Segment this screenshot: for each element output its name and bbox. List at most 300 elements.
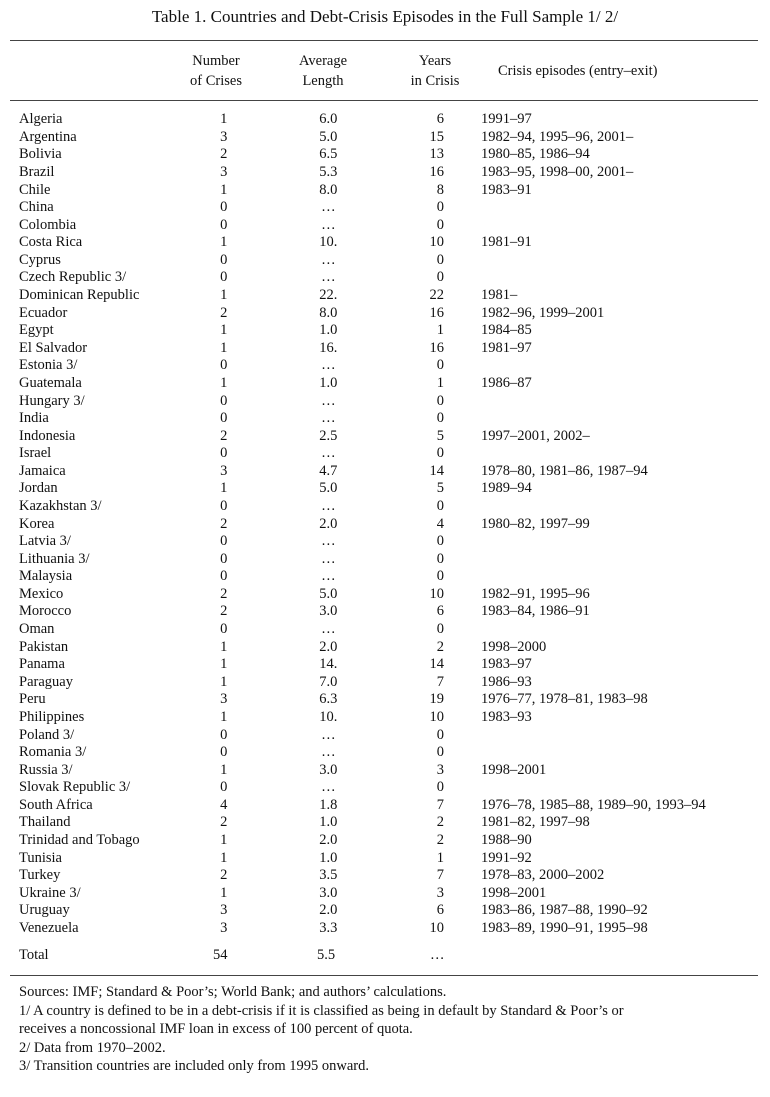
- table-cell-crises: 0: [220, 269, 228, 286]
- table-row: [19, 234, 770, 252]
- table-cell-crises: 0: [220, 779, 228, 796]
- table-cell-average-length: …: [321, 744, 336, 761]
- table-cell-crises: 0: [220, 568, 228, 585]
- table-cell-years: 6: [436, 603, 444, 620]
- table-row: [19, 515, 770, 533]
- table-cell-years: 10: [429, 234, 444, 251]
- table-cell-average-length: …: [321, 550, 336, 567]
- table-row: [19, 603, 770, 621]
- header-average-length: [283, 51, 363, 91]
- table-cell-average-length: 6.0: [319, 111, 338, 128]
- table-cell-country: Tunisia: [19, 849, 62, 866]
- table-cell-country: Jordan: [19, 480, 58, 497]
- table-cell-crises: 4: [220, 796, 228, 813]
- table-cell-years: 7: [436, 673, 444, 690]
- table-row: [19, 709, 770, 727]
- table-cell-episodes: [444, 252, 770, 270]
- table-cell-episodes: 1991–92: [480, 849, 532, 866]
- table-cell-episodes: 1981–97: [480, 339, 532, 356]
- table-cell-country: Turkey: [19, 867, 61, 884]
- table-cell-crises: 1: [220, 480, 228, 497]
- table-cell-episodes: [444, 357, 770, 375]
- table-cell-country: Argentina: [19, 128, 77, 145]
- table-cell-country: Jamaica: [19, 462, 66, 479]
- table-cell-average-length: …: [321, 216, 336, 233]
- table-cell-years: 0: [436, 621, 444, 638]
- table-cell-years: 22: [429, 287, 444, 304]
- table-cell-country: Costa Rica: [19, 234, 83, 251]
- table-row: [19, 375, 770, 393]
- table-cell-crises: 1: [220, 831, 228, 848]
- table-cell-years: 5: [436, 480, 444, 497]
- table-cell-country: Hungary 3/: [19, 392, 85, 409]
- table-cell-country: Uruguay: [19, 902, 70, 919]
- table-cell-crises: 0: [220, 498, 228, 514]
- table-cell-country: Pakistan: [19, 638, 69, 655]
- total-label: Total: [19, 947, 49, 963]
- table-cell-episodes: 1978–80, 1981–86, 1987–94: [480, 462, 648, 479]
- table-cell-crises: 2: [220, 585, 228, 602]
- header-crisis-episodes: Crisis episodes (entry–exit): [498, 63, 658, 79]
- table-row: [19, 920, 770, 938]
- table-cell-years: 3: [436, 761, 444, 778]
- table-cell-episodes: 1991–97: [480, 111, 532, 128]
- table-cell-years: 7: [436, 867, 444, 884]
- table-cell-crises: 0: [220, 251, 228, 268]
- table-cell-average-length: 7.0: [319, 673, 338, 690]
- table-cell-episodes: 1982–94, 1995–96, 2001–: [480, 128, 634, 145]
- table-cell-crises: 1: [220, 339, 228, 356]
- table-title: Table 1. Countries and Debt-Crisis Episodes in the Full Sample 1/ 2/: [151, 7, 619, 26]
- bottom-rule: [10, 975, 758, 976]
- table-cell-country: Kazakhstan 3/: [19, 498, 102, 514]
- table-cell-country: Colombia: [19, 216, 77, 233]
- table-row: [19, 726, 770, 744]
- crisis-table-body: [19, 111, 770, 937]
- table-cell-years: 0: [436, 445, 444, 462]
- table-cell-average-length: …: [321, 533, 336, 550]
- table-cell-episodes: 1980–85, 1986–94: [480, 146, 590, 163]
- table-row: [19, 181, 770, 199]
- table-row: [19, 252, 770, 270]
- table-cell-country: Russia 3/: [19, 761, 73, 778]
- table-cell-years: 0: [436, 533, 444, 550]
- table-cell-episodes: 1986–87: [480, 374, 532, 391]
- table-cell-crises: 1: [220, 638, 228, 655]
- table-cell-years: 2: [436, 638, 444, 655]
- table-cell-years: 0: [436, 199, 444, 216]
- table-cell-country: Ecuador: [19, 304, 68, 321]
- table-cell-episodes: 1983–89, 1990–91, 1995–98: [480, 919, 648, 936]
- table-cell-episodes: 1997–2001, 2002–: [480, 427, 590, 444]
- table-cell-years: 0: [436, 216, 444, 233]
- table-cell-average-length: 2.0: [319, 902, 338, 919]
- table-cell-country: Oman: [19, 621, 55, 638]
- table-cell-years: 0: [436, 269, 444, 286]
- table-cell-years: 5: [436, 427, 444, 444]
- table-cell-episodes: [444, 533, 770, 551]
- table-cell-years: 0: [436, 251, 444, 268]
- table-cell-average-length: 5.0: [319, 585, 338, 602]
- table-cell-crises: 1: [220, 374, 228, 391]
- table-cell-average-length: 16.: [319, 339, 338, 356]
- table-cell-average-length: 1.8: [319, 796, 338, 813]
- table-cell-crises: 3: [220, 902, 228, 919]
- table-cell-episodes: [444, 779, 770, 797]
- table-cell-country: India: [19, 410, 49, 427]
- table-row: [19, 357, 770, 375]
- table-row: [19, 111, 770, 129]
- table-cell-crises: 2: [220, 146, 228, 163]
- table-cell-average-length: 3.0: [319, 761, 338, 778]
- table-cell-country: Israel: [19, 445, 52, 462]
- table-cell-country: El Salvador: [19, 339, 88, 356]
- table-row: [19, 691, 770, 709]
- table-cell-episodes: [444, 445, 770, 463]
- header-years-in-crisis: [395, 51, 475, 91]
- table-cell-episodes: [444, 550, 770, 568]
- table-cell-years: 0: [436, 550, 444, 567]
- table-cell-average-length: 5.3: [319, 164, 338, 181]
- table-cell-country: Indonesia: [19, 427, 76, 444]
- table-cell-average-length: 2.0: [319, 515, 338, 532]
- header-number-line2: of Crises: [190, 73, 242, 89]
- table-cell-country: Korea: [19, 515, 55, 532]
- table-cell-years: 0: [436, 410, 444, 427]
- table-cell-crises: 1: [220, 708, 228, 725]
- note-1: 1/ A country is defined to be in a debt-crisis if it is classified as being in default by Standard & Poor’s or: [19, 1002, 624, 1019]
- table-cell-years: 1: [436, 322, 444, 339]
- table-cell-episodes: 1983–86, 1987–88, 1990–92: [480, 902, 648, 919]
- table-cell-years: 1: [436, 374, 444, 391]
- table-cell-average-length: 2.5: [319, 427, 338, 444]
- table-cell-average-length: 3.3: [319, 919, 338, 936]
- table-cell-average-length: 1.0: [319, 814, 338, 831]
- table-cell-crises: 0: [220, 533, 228, 550]
- table-cell-average-length: …: [321, 392, 336, 409]
- table-cell-crises: 1: [220, 849, 228, 866]
- table-cell-crises: 0: [220, 216, 228, 233]
- table-cell-crises: 1: [220, 322, 228, 339]
- table-cell-average-length: …: [321, 621, 336, 638]
- table-cell-crises: 0: [220, 199, 228, 216]
- table-cell-country: Romania 3/: [19, 744, 87, 761]
- table-cell-episodes: 1980–82, 1997–99: [480, 515, 590, 532]
- table-cell-years: 13: [429, 146, 444, 163]
- table-row: [19, 199, 770, 217]
- table-cell-crises: 0: [220, 392, 228, 409]
- table-cell-average-length: …: [321, 726, 336, 743]
- note-sources: Sources: IMF; Standard & Poor’s; World Bank; and authors’ calculations.: [19, 984, 447, 1000]
- table-cell-country: Chile: [19, 181, 51, 198]
- table-cell-crises: 3: [220, 462, 228, 479]
- table-cell-crises: 0: [220, 621, 228, 638]
- table-row: [19, 586, 770, 604]
- table-cell-episodes: 1984–85: [480, 322, 532, 339]
- table-cell-episodes: 1978–83, 2000–2002: [480, 867, 605, 884]
- table-cell-years: 7: [436, 796, 444, 813]
- table-cell-episodes: 1983–95, 1998–00, 2001–: [480, 164, 634, 181]
- table-cell-episodes: 1982–91, 1995–96: [480, 585, 590, 602]
- table-cell-country: Estonia 3/: [19, 357, 78, 374]
- table-cell-average-length: 1.0: [319, 374, 338, 391]
- top-rule: [10, 40, 758, 41]
- table-cell-average-length: 5.0: [319, 480, 338, 497]
- table-cell-average-length: 8.0: [319, 304, 338, 321]
- table-row: [19, 146, 770, 164]
- table-row: [19, 129, 770, 147]
- table-row: [19, 498, 770, 516]
- table-cell-average-length: 1.0: [319, 849, 338, 866]
- table-row: [19, 427, 770, 445]
- table-cell-episodes: [444, 621, 770, 639]
- total-crises: 54: [213, 947, 228, 963]
- note-1-continued: receives a noncossional IMF loan in excess of 100 percent of quota.: [19, 1021, 413, 1037]
- table-cell-episodes: 1998–2001: [480, 761, 547, 778]
- table-cell-country: Latvia 3/: [19, 533, 71, 550]
- table-cell-crises: 0: [220, 410, 228, 427]
- header-years-line2: in Crisis: [410, 73, 460, 89]
- table-row: [19, 814, 770, 832]
- table-row: [19, 744, 770, 762]
- table-row: [19, 392, 770, 410]
- table-row: [19, 480, 770, 498]
- table-row: [19, 322, 770, 340]
- table-cell-episodes: 1983–93: [480, 708, 532, 725]
- table-cell-crises: 3: [220, 691, 228, 708]
- table-cell-country: Slovak Republic 3/: [19, 779, 131, 796]
- table-cell-crises: 2: [220, 814, 228, 831]
- table-cell-crises: 0: [220, 726, 228, 743]
- table-cell-crises: 1: [220, 761, 228, 778]
- table-cell-country: Venezuela: [19, 919, 79, 936]
- table-row: [19, 867, 770, 885]
- table-row: [19, 656, 770, 674]
- table-cell-country: Czech Republic 3/: [19, 269, 127, 286]
- table-cell-average-length: 6.3: [319, 691, 338, 708]
- table-cell-episodes: 1983–97: [480, 656, 532, 673]
- table-row: [19, 269, 770, 287]
- table-cell-country: Mexico: [19, 585, 64, 602]
- table-row: [19, 638, 770, 656]
- table-row: [19, 779, 770, 797]
- table-cell-crises: 0: [220, 550, 228, 567]
- table-cell-crises: 0: [220, 744, 228, 761]
- table-cell-country: Trinidad and Tobago: [19, 831, 140, 848]
- table-row: [19, 445, 770, 463]
- note-2: 2/ Data from 1970–2002.: [19, 1039, 166, 1056]
- table-cell-country: Brazil: [19, 164, 55, 181]
- table-cell-average-length: …: [321, 779, 336, 796]
- table-cell-episodes: 1998–2000: [480, 638, 547, 655]
- table-row: [19, 550, 770, 568]
- table-cell-years: 0: [436, 498, 444, 514]
- table-cell-crises: 2: [220, 867, 228, 884]
- table-cell-crises: 1: [220, 234, 228, 251]
- table-cell-country: Bolivia: [19, 146, 62, 163]
- table-cell-country: Malaysia: [19, 568, 73, 585]
- table-cell-episodes: [444, 216, 770, 234]
- table-cell-crises: 1: [220, 111, 228, 128]
- table-row: [19, 761, 770, 779]
- table-cell-years: 16: [429, 339, 444, 356]
- table-cell-average-length: …: [321, 357, 336, 374]
- header-years-line1: Years: [418, 53, 452, 69]
- table-cell-episodes: 1983–91: [480, 181, 532, 198]
- table-cell-average-length: …: [321, 410, 336, 427]
- table-cell-country: Guatemala: [19, 374, 82, 391]
- table-cell-years: 3: [436, 884, 444, 901]
- table-cell-years: 19: [429, 691, 444, 708]
- table-row: [19, 216, 770, 234]
- table-cell-crises: 3: [220, 128, 228, 145]
- table-row: [19, 304, 770, 322]
- table-cell-country: China: [19, 199, 54, 216]
- table-cell-crises: 3: [220, 164, 228, 181]
- table-cell-country: Cyprus: [19, 251, 61, 268]
- note-3: 3/ Transition countries are included only from 1995 onward.: [19, 1058, 369, 1074]
- table-cell-episodes: 1982–96, 1999–2001: [480, 304, 605, 321]
- table-cell-episodes: 1981–: [480, 287, 518, 304]
- table-cell-country: Paraguay: [19, 673, 73, 690]
- table-cell-crises: 1: [220, 287, 228, 304]
- table-cell-country: Peru: [19, 691, 46, 708]
- table-cell-average-length: …: [321, 269, 336, 286]
- table-cell-average-length: …: [321, 568, 336, 585]
- table-cell-years: 0: [436, 779, 444, 796]
- table-cell-country: Philippines: [19, 708, 85, 725]
- table-cell-average-length: …: [321, 445, 336, 462]
- table-row: [19, 797, 770, 815]
- table-cell-average-length: 4.7: [319, 462, 338, 479]
- table-cell-years: 16: [429, 304, 444, 321]
- table-row: [19, 849, 770, 867]
- table-cell-episodes: 1989–94: [480, 480, 532, 497]
- table-cell-average-length: 1.0: [319, 322, 338, 339]
- table-cell-episodes: 1983–84, 1986–91: [480, 603, 590, 620]
- table-row: [19, 533, 770, 551]
- table-cell-episodes: [444, 199, 770, 217]
- table-cell-years: 10: [429, 919, 444, 936]
- table-cell-years: 0: [436, 744, 444, 761]
- table-cell-country: Poland 3/: [19, 726, 75, 743]
- total-average-length: 5.5: [317, 947, 336, 963]
- table-row: [19, 340, 770, 358]
- table-cell-years: 0: [436, 392, 444, 409]
- table-cell-country: Lithuania 3/: [19, 550, 90, 567]
- table-row: [19, 674, 770, 692]
- table-cell-average-length: 3.5: [319, 867, 338, 884]
- table-cell-years: 4: [436, 515, 444, 532]
- table-cell-crises: 1: [220, 181, 228, 198]
- table-cell-episodes: [444, 498, 770, 516]
- crisis-table: [19, 111, 770, 937]
- table-row: [19, 164, 770, 182]
- table-cell-average-length: …: [321, 251, 336, 268]
- table-cell-years: 8: [436, 181, 444, 198]
- table-cell-years: 14: [429, 656, 444, 673]
- header-avg-line2: Length: [302, 73, 344, 89]
- header-avg-line1: Average: [298, 53, 348, 69]
- table-cell-average-length: 8.0: [319, 181, 338, 198]
- table-cell-country: Panama: [19, 656, 65, 673]
- table-notes: [19, 983, 759, 1076]
- table-cell-average-length: 6.5: [319, 146, 338, 163]
- table-cell-years: 6: [436, 111, 444, 128]
- table-cell-years: 15: [429, 128, 444, 145]
- table-cell-average-length: 2.0: [319, 638, 338, 655]
- table-cell-country: Morocco: [19, 603, 72, 620]
- table-cell-crises: 2: [220, 603, 228, 620]
- header-number-of-crises: [176, 51, 256, 91]
- table-row: [19, 287, 770, 305]
- table-cell-crises: 0: [220, 445, 228, 462]
- table-cell-average-length: 22.: [319, 287, 338, 304]
- table-cell-years: 2: [436, 814, 444, 831]
- table-cell-episodes: 1988–90: [480, 831, 532, 848]
- table-cell-average-length: 3.0: [319, 884, 338, 901]
- table-row: [19, 884, 770, 902]
- table-cell-episodes: [444, 269, 770, 287]
- table-cell-country: Algeria: [19, 111, 63, 128]
- table-cell-average-length: 10.: [319, 234, 338, 251]
- table-cell-average-length: …: [321, 199, 336, 216]
- table-cell-years: 1: [436, 849, 444, 866]
- table-cell-crises: 1: [220, 673, 228, 690]
- total-years: …: [430, 947, 445, 963]
- table-row: [19, 568, 770, 586]
- table-cell-episodes: [444, 726, 770, 744]
- table-cell-years: 10: [429, 585, 444, 602]
- table-cell-episodes: 1976–78, 1985–88, 1989–90, 1993–94: [480, 796, 706, 813]
- table-cell-episodes: 1976–77, 1978–81, 1983–98: [480, 691, 648, 708]
- table-cell-average-length: 3.0: [319, 603, 338, 620]
- table-cell-episodes: 1981–91: [480, 234, 532, 251]
- table-cell-average-length: 10.: [319, 708, 338, 725]
- table-cell-episodes: 1998–2001: [480, 884, 547, 901]
- table-cell-country: Thailand: [19, 814, 71, 831]
- table-cell-episodes: [444, 392, 770, 410]
- table-cell-country: Dominican Republic: [19, 287, 140, 304]
- table-cell-country: Ukraine 3/: [19, 884, 81, 901]
- table-cell-crises: 1: [220, 884, 228, 901]
- table-cell-average-length: 14.: [319, 656, 338, 673]
- table-cell-years: 0: [436, 357, 444, 374]
- table-cell-average-length: …: [321, 498, 336, 514]
- table-cell-years: 6: [436, 902, 444, 919]
- table-cell-episodes: [444, 568, 770, 586]
- table-cell-country: South Africa: [19, 796, 93, 813]
- table-cell-years: 10: [429, 708, 444, 725]
- table-row: [19, 410, 770, 428]
- header-number-line1: Number: [192, 53, 240, 69]
- table-cell-crises: 0: [220, 357, 228, 374]
- table-row: [19, 621, 770, 639]
- table-cell-episodes: [444, 744, 770, 762]
- table-row: [19, 832, 770, 850]
- table-cell-episodes: [444, 410, 770, 428]
- table-cell-average-length: 5.0: [319, 128, 338, 145]
- table-cell-country: Egypt: [19, 322, 54, 339]
- table-cell-years: 14: [429, 462, 444, 479]
- table-cell-crises: 2: [220, 515, 228, 532]
- table-cell-years: 2: [436, 831, 444, 848]
- table-row: [19, 463, 770, 481]
- table-cell-episodes: 1986–93: [480, 673, 532, 690]
- table-cell-years: 0: [436, 726, 444, 743]
- table-cell-crises: 2: [220, 427, 228, 444]
- table-cell-average-length: 2.0: [319, 831, 338, 848]
